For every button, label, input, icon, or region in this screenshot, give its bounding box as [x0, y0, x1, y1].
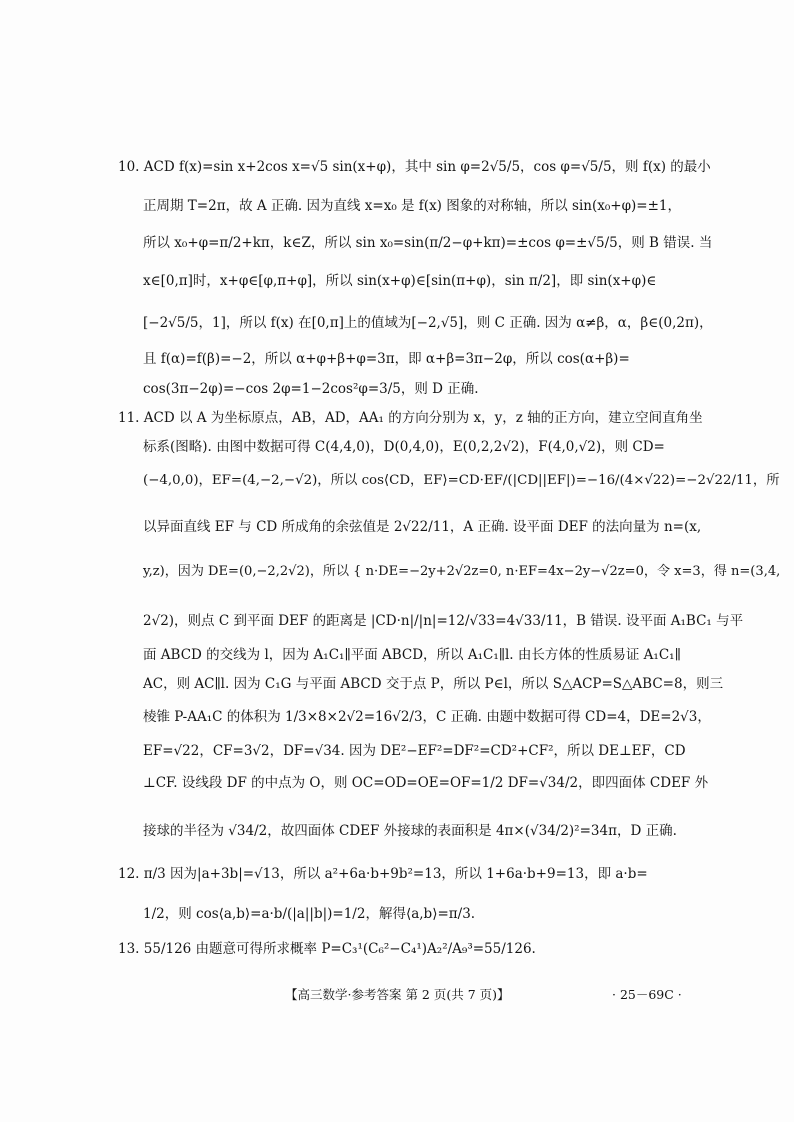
problem-11-line-7: 面 ABCD 的交线为 l，因为 A₁C₁∥平面 ABCD，所以 A₁C₁∥l. 由长方体的性质易证 A₁C₁∥ [143, 647, 681, 663]
problem-12-line-1: 12. π/3 因为|a+3b|=√13，所以 a²+6a·b+9b²=13，所以 1+6a·b+9=13，即 a·b= [118, 866, 648, 882]
problem-11-line-11: ⊥CF. 设线段 DF 的中点为 O，则 OC=OD=OE=OF=1/2 DF=√34/2，即四面体 CDEF 外 [143, 775, 709, 791]
problem-11-line-10: EF=√22，CF=3√2，DF=√34. 因为 DE²−EF²=DF²=CD²+CF²，所以 DE⊥EF，CD [143, 743, 686, 759]
footer-code: · 25－69C · [612, 987, 682, 1002]
problem-10-line-2: 正周期 T=2π，故 A 正确. 因为直线 x=x₀ 是 f(x) 图象的对称轴，所以 sin(x₀+φ)=±1， [143, 198, 682, 214]
problem-11-line-3: (−4,0,0)，EF=(4,−2,−√2)，所以 cos⟨CD，EF⟩=CD·EF/(|CD||EF|)=−16/(4×√22)=−2√22/11，所 [143, 473, 780, 488]
problem-10-line-1: 10. ACD f(x)=sin x+2cos x=√5 sin(x+φ)，其中 sin φ=2√5/5，cos φ=√5/5，则 f(x) 的最小 [118, 159, 711, 175]
problem-10-line-5: [−2√5/5，1]，所以 f(x) 在[0,π]上的值域为[−2,√5]，则 C 正确. 因为 α≠β，α，β∈(0,2π)， [143, 315, 713, 331]
problem-13-line-1: 13. 55/126 由题意可得所求概率 P=C₃¹(C₆²−C₄¹)A₂²/A₉³=55/126. [118, 941, 536, 957]
problem-10-line-7: cos(3π−2φ)=−cos 2φ=1−2cos²φ=3/5，则 D 正确. [143, 381, 479, 397]
problem-11-line-6: 2√2)，则点 C 到平面 DEF 的距离是 |CD·n|/|n|=12/√33=4√33/11，B 错误. 设平面 A₁BC₁ 与平 [143, 613, 744, 629]
footer-title: 【高三数学·参考答案 第 2 页(共 7 页)】 [285, 987, 510, 1002]
problem-11-line-4: 以异面直线 EF 与 CD 所成角的余弦值是 2√22/11，A 正确. 设平面 DEF 的法向量为 n=(x, [143, 519, 702, 535]
problem-10-line-6: 且 f(α)=f(β)=−2，所以 α+φ+β+φ=3π，即 α+β=3π−2φ，所以 cos(α+β)= [143, 351, 630, 367]
problem-12-line-2: 1/2，则 cos⟨a,b⟩=a·b/(|a||b|)=1/2，解得⟨a,b⟩=π/3. [143, 906, 476, 922]
problem-11-line-1: 11. ACD 以 A 为坐标原点，AB，AD，AA₁ 的方向分别为 x，y，z 轴的正方向，建立空间直角坐 [118, 410, 703, 426]
problem-10-line-4: x∈[0,π]时，x+φ∈[φ,π+φ]，所以 sin(x+φ)∈[sin(π+φ)，sin π/2]，即 sin(x+φ)∈ [143, 273, 657, 289]
problem-11-line-2: 标系(图略). 由图中数据可得 C(4,4,0)，D(0,4,0)，E(0,2,2√2)，F(4,0,√2)，则 CD= [143, 439, 665, 455]
problem-11-line-5: y,z)，因为 DE=(0,−2,2√2)，所以 { n·DE=−2y+2√2z=0, n·EF=4x−2y−√2z=0，令 x=3，得 n=(3,4, [143, 564, 781, 579]
problem-11-line-8: AC，则 AC∥l. 因为 C₁G 与平面 ABCD 交于点 P，所以 P∈l，所以 S△ACP=S△ABC=8，则三 [143, 676, 724, 692]
problem-11-line-12: 接球的半径为 √34/2，故四面体 CDEF 外接球的表面积是 4π×(√34/2)²=34π，D 正确. [143, 823, 677, 839]
problem-10-line-3: 所以 x₀+φ=π/2+kπ，k∈Z，所以 sin x₀=sin(π/2−φ+kπ)=±cos φ=±√5/5，则 B 错误. 当 [143, 235, 713, 251]
problem-11-line-9: 棱锥 P-AA₁C 的体积为 1/3×8×2√2=16√2/3，C 正确. 由题中数据可得 CD=4，DE=2√3， [143, 709, 711, 725]
